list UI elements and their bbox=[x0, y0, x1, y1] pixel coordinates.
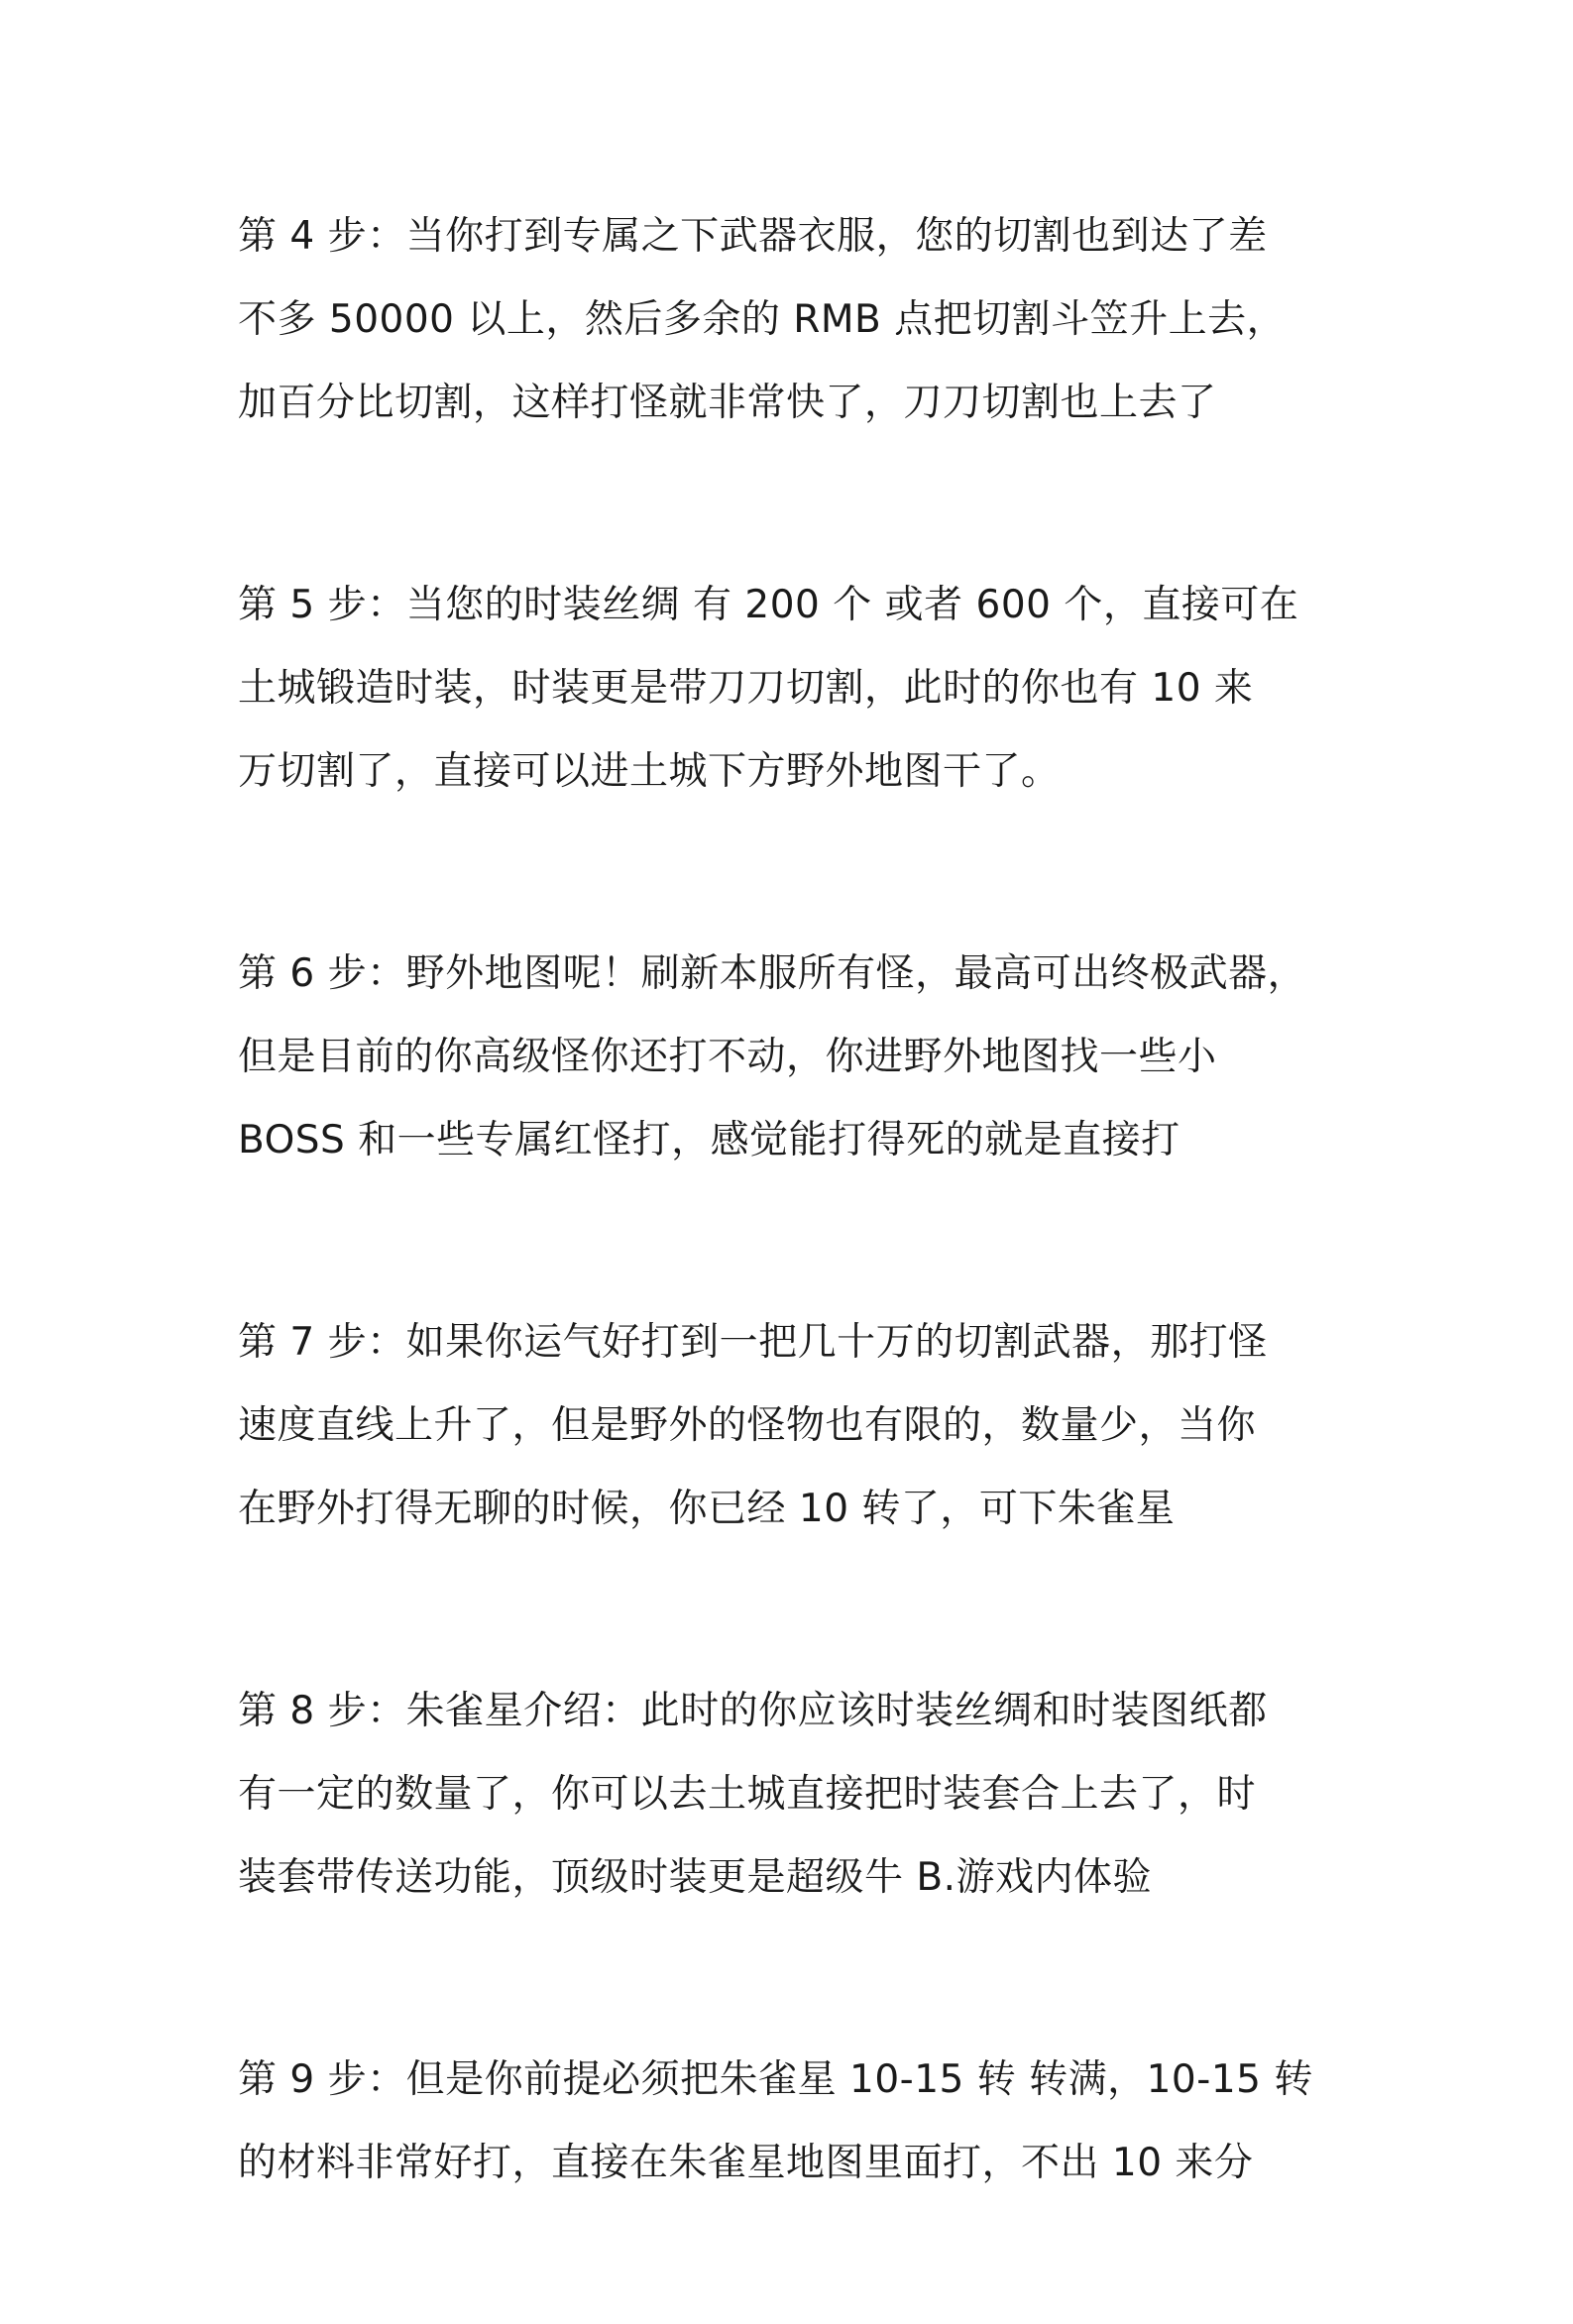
text-line: 但是目前的你高级怪你还打不动，你进野外地图找一些小 bbox=[238, 1035, 1217, 1079]
text-line: 装套带传送功能，顶级时装更是超级牛 B.游戏内体验 bbox=[238, 1855, 1153, 1900]
text-line: 有一定的数量了，你可以去土城直接把时装套合上去了，时 bbox=[238, 1772, 1257, 1817]
text-line: 不多 50000 以上，然后多余的 RMB 点把切割斗笠升上去， bbox=[238, 297, 1287, 342]
step-5-paragraph bbox=[238, 564, 1348, 814]
step-6-paragraph bbox=[238, 933, 1348, 1182]
text-line: 的材料非常好打，直接在朱雀星地图里面打，不出 10 来分 bbox=[238, 2141, 1254, 2185]
text-line: 在野外打得无聊的时候，你已经 10 转了，可下朱雀星 bbox=[238, 1487, 1176, 1531]
text-line: 加百分比切割，这样打怪就非常快了，刀刀切割也上去了 bbox=[238, 381, 1217, 425]
step-8-paragraph bbox=[238, 1670, 1348, 1920]
text-line: 第 7 步：如果你运气好打到一把几十万的切割武器，那打怪 bbox=[238, 1320, 1268, 1365]
text-line: 万切割了，直接可以进土城下方野外地图干了。 bbox=[238, 749, 1061, 794]
text-line: BOSS 和一些专属红怪打，感觉能打得死的就是直接打 bbox=[238, 1118, 1180, 1162]
step-7-paragraph bbox=[238, 1301, 1348, 1551]
text-line: 第 4 步：当你打到专属之下武器衣服，您的切割也到达了差 bbox=[238, 214, 1268, 259]
text-line: 第 5 步：当您的时装丝绸 有 200 个 或者 600 个，直接可在 bbox=[238, 583, 1299, 627]
step-4-paragraph bbox=[238, 195, 1348, 445]
step-9-paragraph bbox=[238, 2039, 1348, 2205]
document-body bbox=[238, 195, 1348, 2324]
text-line: 第 9 步：但是你前提必须把朱雀星 10-15 转 转满，10-15 转 bbox=[238, 2057, 1313, 2102]
text-line: 第 8 步：朱雀星介绍：此时的你应该时装丝绸和时装图纸都 bbox=[238, 1689, 1268, 1733]
text-line: 第 6 步：野外地图呢！刷新本服所有怪，最高可出终极武器， bbox=[238, 951, 1307, 996]
text-line: 土城锻造时装，时装更是带刀刀切割，此时的你也有 10 来 bbox=[238, 666, 1254, 711]
text-line: 速度直线上升了，但是野外的怪物也有限的，数量少，当你 bbox=[238, 1403, 1257, 1448]
